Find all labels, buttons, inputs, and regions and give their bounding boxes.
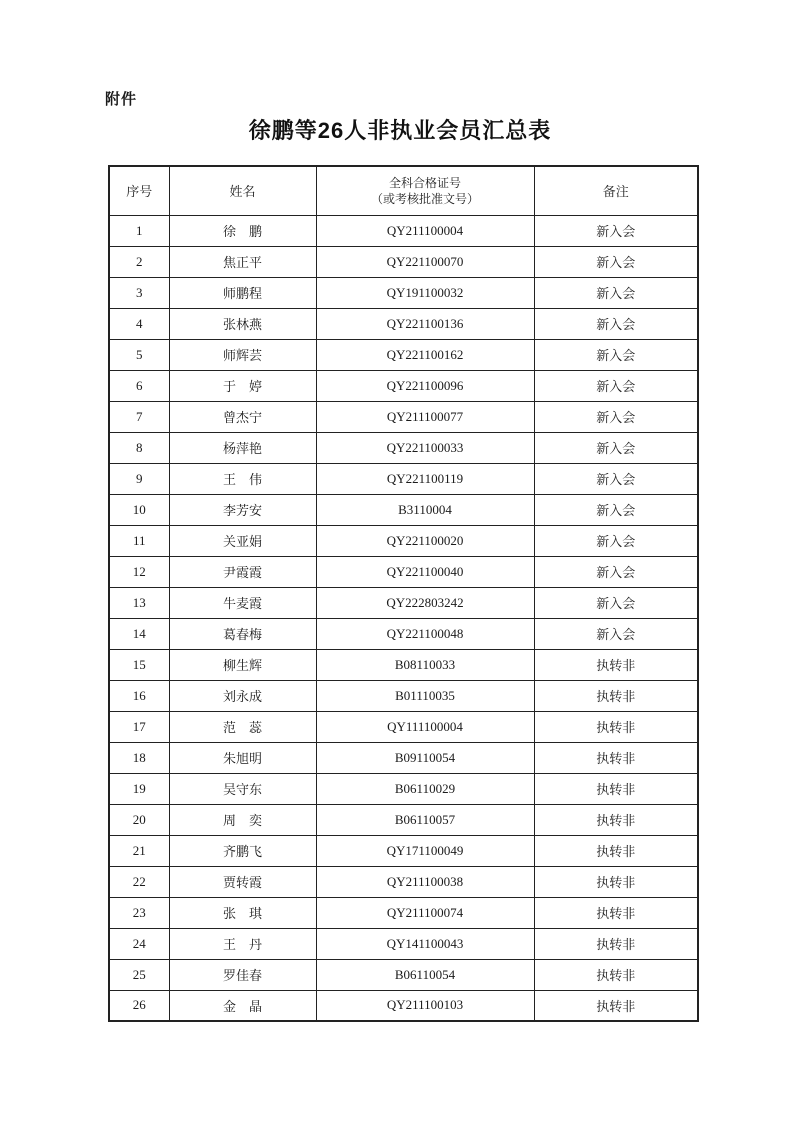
cert-cell: QY221100136 xyxy=(316,308,534,339)
remark-cell: 执转非 xyxy=(534,959,698,990)
cert-cell: QY221100119 xyxy=(316,463,534,494)
remark-cell: 执转非 xyxy=(534,928,698,959)
cert-cell: QY191100032 xyxy=(316,277,534,308)
index-cell: 16 xyxy=(109,680,169,711)
index-cell: 3 xyxy=(109,277,169,308)
table-row xyxy=(109,742,698,773)
name-cell: 葛春梅 xyxy=(169,618,316,649)
name-cell: 吴守东 xyxy=(169,773,316,804)
table-row xyxy=(109,370,698,401)
remark-cell: 执转非 xyxy=(534,742,698,773)
cert-cell: B06110054 xyxy=(316,959,534,990)
index-cell: 13 xyxy=(109,587,169,618)
remark-cell: 执转非 xyxy=(534,835,698,866)
index-cell: 6 xyxy=(109,370,169,401)
name-cell: 张林燕 xyxy=(169,308,316,339)
table-row xyxy=(109,556,698,587)
index-cell: 19 xyxy=(109,773,169,804)
cert-cell: QY211100074 xyxy=(316,897,534,928)
table-row xyxy=(109,525,698,556)
table-row xyxy=(109,804,698,835)
index-cell: 14 xyxy=(109,618,169,649)
cert-cell: QY221100040 xyxy=(316,556,534,587)
remark-cell: 执转非 xyxy=(534,804,698,835)
table-row xyxy=(109,897,698,928)
remark-cell: 执转非 xyxy=(534,990,698,1021)
index-cell: 1 xyxy=(109,215,169,246)
table-row xyxy=(109,463,698,494)
name-cell: 王 丹 xyxy=(169,928,316,959)
cert-cell: QY221100020 xyxy=(316,525,534,556)
cert-cell: QY221100048 xyxy=(316,618,534,649)
index-cell: 7 xyxy=(109,401,169,432)
index-cell: 17 xyxy=(109,711,169,742)
remark-cell: 新入会 xyxy=(534,370,698,401)
cert-cell: QY171100049 xyxy=(316,835,534,866)
name-cell: 徐 鹏 xyxy=(169,215,316,246)
index-cell: 5 xyxy=(109,339,169,370)
index-cell: 9 xyxy=(109,463,169,494)
header-cert-line2: （或考核批准文号） xyxy=(370,191,479,206)
table-row xyxy=(109,711,698,742)
cert-cell: QY141100043 xyxy=(316,928,534,959)
table-row xyxy=(109,432,698,463)
table-row xyxy=(109,680,698,711)
remark-cell: 执转非 xyxy=(534,773,698,804)
remark-cell: 新入会 xyxy=(534,339,698,370)
index-cell: 10 xyxy=(109,494,169,525)
index-cell: 23 xyxy=(109,897,169,928)
remark-cell: 新入会 xyxy=(534,432,698,463)
name-cell: 曾杰宁 xyxy=(169,401,316,432)
cert-cell: B06110029 xyxy=(316,773,534,804)
table-row xyxy=(109,587,698,618)
name-cell: 李芳安 xyxy=(169,494,316,525)
table-row xyxy=(109,215,698,246)
table-row xyxy=(109,773,698,804)
cert-cell: QY111100004 xyxy=(316,711,534,742)
table-row xyxy=(109,959,698,990)
name-cell: 师鹏程 xyxy=(169,277,316,308)
name-cell: 杨萍艳 xyxy=(169,432,316,463)
index-cell: 18 xyxy=(109,742,169,773)
index-cell: 25 xyxy=(109,959,169,990)
remark-cell: 新入会 xyxy=(534,494,698,525)
name-cell: 周 奕 xyxy=(169,804,316,835)
cert-cell: QY221100096 xyxy=(316,370,534,401)
name-cell: 齐鹏飞 xyxy=(169,835,316,866)
name-cell: 罗佳春 xyxy=(169,959,316,990)
remark-cell: 执转非 xyxy=(534,897,698,928)
remark-cell: 执转非 xyxy=(534,866,698,897)
name-cell: 张 琪 xyxy=(169,897,316,928)
remark-cell: 新入会 xyxy=(534,277,698,308)
index-cell: 20 xyxy=(109,804,169,835)
cert-cell: B09110054 xyxy=(316,742,534,773)
table-row xyxy=(109,835,698,866)
member-table xyxy=(108,165,699,1022)
header-remark: 备注 xyxy=(534,166,698,215)
index-cell: 26 xyxy=(109,990,169,1021)
name-cell: 贾转霞 xyxy=(169,866,316,897)
table-row xyxy=(109,339,698,370)
name-cell: 尹霞霞 xyxy=(169,556,316,587)
cert-cell: QY211100077 xyxy=(316,401,534,432)
remark-cell: 新入会 xyxy=(534,525,698,556)
remark-cell: 新入会 xyxy=(534,556,698,587)
cert-cell: QY221100162 xyxy=(316,339,534,370)
table-row xyxy=(109,308,698,339)
name-cell: 师辉芸 xyxy=(169,339,316,370)
table-row xyxy=(109,990,698,1021)
name-cell: 柳生辉 xyxy=(169,649,316,680)
remark-cell: 新入会 xyxy=(534,246,698,277)
header-cert xyxy=(316,166,534,215)
table-row xyxy=(109,928,698,959)
attachment-label: 附件 xyxy=(105,91,138,108)
cert-cell: QY211100038 xyxy=(316,866,534,897)
remark-cell: 新入会 xyxy=(534,463,698,494)
remark-cell: 执转非 xyxy=(534,680,698,711)
name-cell: 关亚娟 xyxy=(169,525,316,556)
remark-cell: 新入会 xyxy=(534,587,698,618)
remark-cell: 新入会 xyxy=(534,401,698,432)
table-row xyxy=(109,494,698,525)
name-cell: 于 婷 xyxy=(169,370,316,401)
cert-cell: B3110004 xyxy=(316,494,534,525)
remark-cell: 执转非 xyxy=(534,649,698,680)
cert-cell: QY221100070 xyxy=(316,246,534,277)
header-cert-line1: 全科合格证号 xyxy=(388,175,461,190)
name-cell: 刘永成 xyxy=(169,680,316,711)
table-row xyxy=(109,277,698,308)
index-cell: 4 xyxy=(109,308,169,339)
name-cell: 牛麦霞 xyxy=(169,587,316,618)
header-index: 序号 xyxy=(109,166,169,215)
page-title: 徐鹏等26人非执业会员汇总表 xyxy=(248,118,552,143)
name-cell: 朱旭明 xyxy=(169,742,316,773)
table-row xyxy=(109,618,698,649)
cert-cell: QY221100033 xyxy=(316,432,534,463)
member-table-body xyxy=(109,215,698,1021)
cert-cell: B06110057 xyxy=(316,804,534,835)
remark-cell: 执转非 xyxy=(534,711,698,742)
index-cell: 11 xyxy=(109,525,169,556)
index-cell: 24 xyxy=(109,928,169,959)
name-cell: 范 蕊 xyxy=(169,711,316,742)
cert-cell: QY222803242 xyxy=(316,587,534,618)
cert-cell: B08110033 xyxy=(316,649,534,680)
index-cell: 22 xyxy=(109,866,169,897)
remark-cell: 新入会 xyxy=(534,308,698,339)
table-row xyxy=(109,866,698,897)
cert-cell: QY211100103 xyxy=(316,990,534,1021)
name-cell: 焦正平 xyxy=(169,246,316,277)
index-cell: 12 xyxy=(109,556,169,587)
cert-cell: QY211100004 xyxy=(316,215,534,246)
cert-cell: B01110035 xyxy=(316,680,534,711)
index-cell: 15 xyxy=(109,649,169,680)
name-cell: 金 晶 xyxy=(169,990,316,1021)
header-name: 姓名 xyxy=(169,166,316,215)
remark-cell: 新入会 xyxy=(534,215,698,246)
name-cell: 王 伟 xyxy=(169,463,316,494)
remark-cell: 新入会 xyxy=(534,618,698,649)
index-cell: 21 xyxy=(109,835,169,866)
index-cell: 8 xyxy=(109,432,169,463)
index-cell: 2 xyxy=(109,246,169,277)
table-row xyxy=(109,649,698,680)
table-row xyxy=(109,401,698,432)
table-row xyxy=(109,246,698,277)
table-header-row xyxy=(109,166,698,215)
